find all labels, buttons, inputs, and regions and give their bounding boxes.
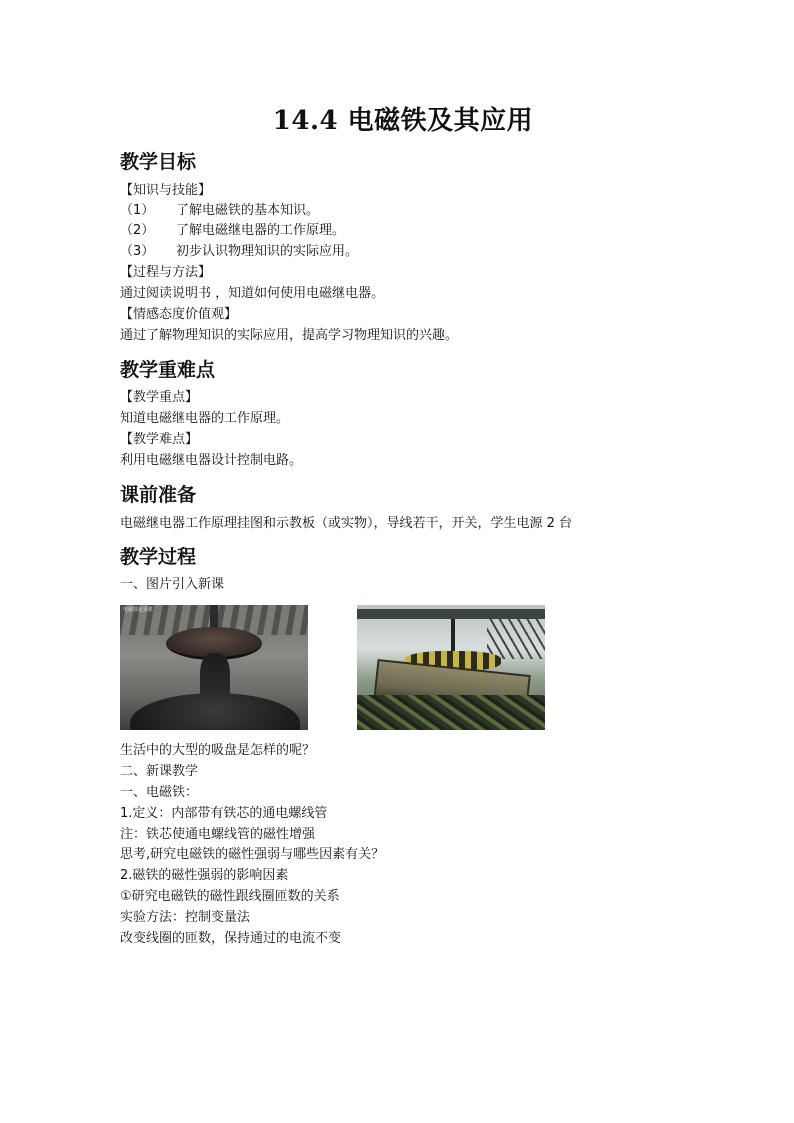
scrap-metal (357, 695, 545, 730)
attitude-label: 【情感态度价值观】 (120, 307, 238, 322)
difficulty-label: 【教学难点】 (120, 432, 199, 447)
section-heading-keypoints: 教学重难点 (120, 359, 216, 381)
section-heading-goals: 教学目标 (120, 151, 197, 173)
knowledge-item (120, 221, 345, 241)
section-heading-process: 教学过程 (120, 546, 197, 568)
difficulty-text: 利用电磁继电器设计控制电路。 (120, 453, 303, 468)
item-text: 了解电磁继电器的工作原理。 (176, 223, 346, 238)
study1-text: ①研究电磁铁的磁性跟线圈匝数的关系 (120, 889, 340, 904)
note-text: 注：铁芯使通电螺线管的磁性增强 (120, 827, 316, 842)
knowledge-label: 【知识与技能】 (120, 183, 212, 198)
item-number: （3） (120, 244, 155, 259)
item-text: 初步认识物理知识的实际应用。 (176, 244, 359, 259)
item-number: （1） (120, 203, 155, 218)
process-label: 【过程与方法】 (120, 265, 212, 280)
procedure-text: 改变线圈的匝数，保持通过的电流不变 (120, 931, 342, 946)
focus-text: 知道电磁继电器的工作原理。 (120, 411, 290, 426)
crane-truss (487, 619, 545, 659)
think-text: 思考,研究电磁铁的磁性强弱与哪些因素有关？ (120, 847, 385, 862)
scrap-magnet-photo (357, 605, 545, 730)
factors-text: 2.磁铁的磁性强弱的影响因素 (120, 868, 289, 883)
focus-label: 【教学重点】 (120, 390, 199, 405)
method-text: 实验方法：控制变量法 (120, 910, 251, 925)
part1-text: 一、电磁铁： (120, 785, 199, 800)
coal-pile (130, 693, 300, 730)
crane-beam (357, 609, 545, 619)
knowledge-item (120, 201, 319, 221)
photo-caption: 电磁铁起重机 (123, 607, 154, 613)
attitude-text: 通过了解物理知识的实际应用，提高学习物理知识的兴趣。 (120, 328, 459, 343)
process-text: 通过阅读说明书 ，知道如何使用电磁继电器。 (120, 286, 385, 301)
page-title: 14.4 电磁铁及其应用 (272, 106, 534, 136)
intro-text: 一、图片引入新课 (120, 577, 225, 592)
definition-text: 1.定义：内部带有铁芯的通电螺线管 (120, 806, 328, 821)
new-lesson-text: 二、新课教学 (120, 764, 199, 779)
item-text: 了解电磁铁的基本知识。 (176, 203, 320, 218)
section-heading-prep: 课前准备 (120, 484, 197, 506)
lifting-magnet-photo (120, 605, 308, 730)
knowledge-item (120, 242, 358, 262)
question-text: 生活中的大型的吸盘是怎样的呢？ (120, 743, 316, 758)
prep-text: 电磁继电器工作原理挂图和示教板（或实物），导线若干，开关，学生电源 2 台 (120, 516, 573, 531)
item-number: （2） (120, 223, 155, 238)
